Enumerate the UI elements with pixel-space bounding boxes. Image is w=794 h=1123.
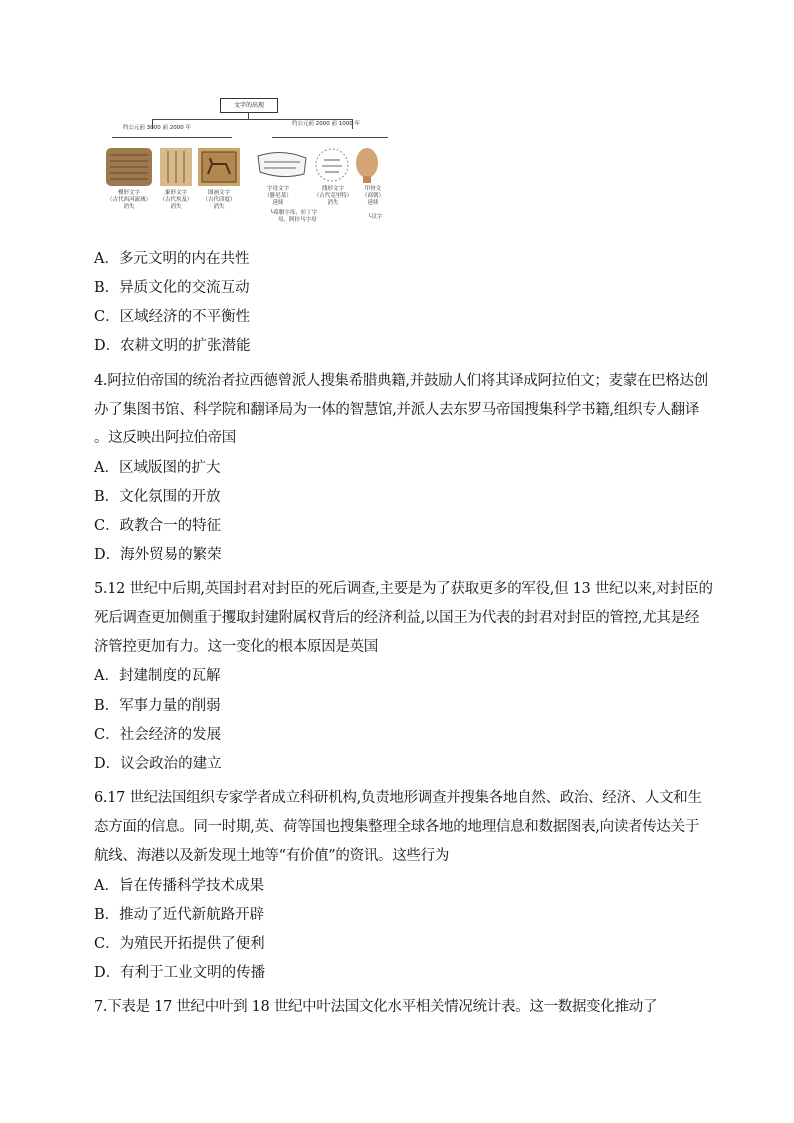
- q5-stem-line-1: 5.12 世纪中后期,英国封君对封臣的死后调查,主要是为了获取更多的军役,但 13 世纪以来,对封臣的: [94, 581, 713, 597]
- phoenician-script-image: [256, 150, 308, 180]
- q7-stem-line-1: 7.下表是 17 世纪中叶到 18 世纪中叶法国文化水平相关情况统计表。这一数据变化推动了: [94, 999, 658, 1015]
- branch-left-label: 约公元前 3000 前 2000 年: [123, 125, 191, 131]
- q4-option-b: B．文化氛围的开放: [94, 489, 221, 505]
- phoenician-note: └希腊字母、拉丁字 母、阿拉马字母: [270, 210, 318, 223]
- caption-indus: 图画文字 （古代印度） 消失: [202, 190, 236, 210]
- caption-hieroglyph: 象形文字 （古代埃及） 消失: [159, 190, 193, 210]
- q6-option-a: A．旨在传播科学技术成果: [94, 878, 264, 894]
- caption-phoenician: 字母文字 （腓尼基） 延续: [264, 186, 292, 206]
- oracle-note: └汉字: [368, 214, 383, 220]
- diagram-root-label: 文字的出现: [233, 102, 264, 109]
- caption-linear: 线形文字 （古代克里特） 消失: [313, 186, 353, 206]
- q6-option-c: C．为殖民开拓提供了便利: [94, 936, 265, 952]
- connector: [112, 137, 232, 138]
- writing-origins-diagram: [100, 92, 400, 232]
- q6-option-b: B．推动了近代新航路开辟: [94, 907, 265, 923]
- q4-stem-line-2: 办了集图书馆、科学院和翻译局为一体的智慧馆,并派人去东罗马帝国搜集科学书籍,组织专人翻译: [94, 402, 700, 418]
- q5-option-b: B．军事力量的削弱: [94, 698, 221, 714]
- q5-option-c: C．社会经济的发展: [94, 727, 222, 743]
- diagram-root-box: [220, 98, 278, 113]
- q4-stem-line-3: 。这反映出阿拉伯帝国: [94, 430, 236, 446]
- connector: [248, 112, 249, 119]
- q3-option-c: C．区域经济的不平衡性: [94, 309, 251, 325]
- q6-stem-line-1: 6.17 世纪法国组织专家学者成立科研机构,负责地形调查并搜集各地自然、政治、经济、人文和生: [94, 790, 702, 806]
- q6-stem-line-2: 态方面的信息。同一时期,英、荷等国也搜集整理全球各地的地理信息和数据图表,向读者传达关于: [94, 819, 700, 835]
- q4-option-a: A．区域版图的扩大: [94, 460, 221, 476]
- connector: [152, 119, 352, 120]
- caption-cuneiform: 楔形文字 （古代西河流域） 消失: [106, 190, 151, 210]
- q3-option-a: A．多元文明的内在共性: [94, 251, 250, 267]
- cuneiform-tablet-image: [106, 148, 152, 186]
- q5-stem-line-3: 济管控更加有力。这一变化的根本原因是英国: [94, 639, 378, 655]
- connector: [272, 137, 388, 138]
- indus-seal-image: [198, 148, 240, 186]
- q6-stem-line-3: 航线、海港以及新发现土地等“有价值”的资讯。这些行为: [94, 848, 450, 864]
- oracle-bone-image: [354, 146, 380, 184]
- q4-option-c: C．政教合一的特征: [94, 518, 222, 534]
- q4-stem-line-1: 4.阿拉伯帝国的统治者拉西德曾派人搜集希腊典籍,并鼓励人们将其译成阿拉伯文；麦蒙在巴格达创: [94, 373, 708, 389]
- egyptian-hieroglyph-image: [160, 148, 192, 186]
- q5-option-d: D．议会政治的建立: [94, 756, 222, 772]
- q5-option-a: A．封建制度的瓦解: [94, 668, 221, 684]
- caption-oracle: 甲骨文 （商朝） 延续: [361, 186, 384, 206]
- q4-option-d: D．海外贸易的繁荣: [94, 547, 222, 563]
- q5-stem-line-2: 死后调查更加侧重于攫取封建附属权背后的经济利益,以国王为代表的封君对封臣的管控,尤其是经: [94, 610, 700, 626]
- q3-option-d: D．农耕文明的扩张潜能: [94, 338, 251, 354]
- linear-script-image: [312, 146, 352, 184]
- q6-option-d: D．有利于工业文明的传播: [94, 965, 266, 981]
- branch-right-label: 约公元前 2000 前 1000 年: [292, 121, 360, 127]
- q3-option-b: B．异质文化的交流互动: [94, 280, 250, 296]
